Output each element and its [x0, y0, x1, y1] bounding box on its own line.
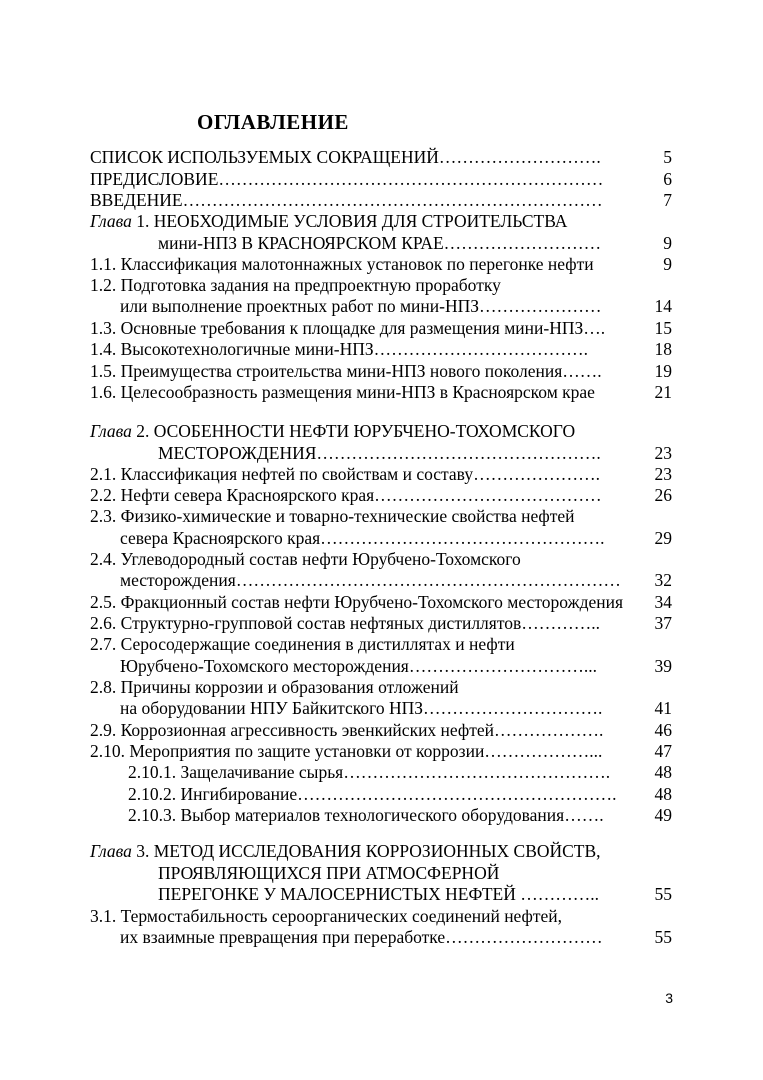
toc-entry-text: 1.5. Преимущества строительства мини-НПЗ нового поколения…….	[90, 361, 602, 381]
toc-entry-page: 34	[654, 592, 672, 612]
toc-entry-page: 48	[654, 784, 672, 804]
page-title: ОГЛАВЛЕНИЕ	[197, 110, 349, 134]
chapter-label: Глава	[90, 421, 132, 441]
toc-entry-page: 15	[654, 318, 672, 338]
toc-entry-page: 48	[654, 762, 672, 782]
toc-chapter-heading	[90, 840, 601, 862]
toc-entry-text: МЕСТОРОЖДЕНИЯ………………………………………….	[158, 443, 601, 463]
toc-entry-text: или выполнение проектных работ по мини-НПЗ…………………	[120, 296, 602, 316]
toc-entry-page: 47	[654, 741, 672, 761]
toc-entry-page: 7	[663, 190, 672, 210]
toc-entry-page: 39	[654, 656, 672, 676]
toc-entry-page: 14	[654, 296, 672, 316]
toc-entry-text: Юрубчено-Тохомского месторождения…………………………...	[120, 656, 597, 676]
toc-entry-text: ВВЕДЕНИЕ………………………………………………………………	[90, 190, 603, 210]
toc-entry-page: 46	[654, 720, 672, 740]
toc-entry-page: 5	[663, 147, 672, 167]
toc-entry-text: 3.1. Термостабильность сероорганических соединений нефтей,	[90, 906, 563, 926]
toc-entry-page: 32	[654, 570, 672, 590]
toc-entry-text: 2.8. Причины коррозии и образования отложений	[90, 677, 459, 697]
toc-entry-text: 2.1. Классификация нефтей по свойствам и составу………………….	[90, 464, 600, 484]
toc-entry-text: севера Красноярского края………………………………………….	[120, 528, 605, 548]
toc-entry-page: 37	[654, 613, 672, 633]
toc-chapter-heading	[90, 210, 567, 232]
toc-entry-text: 1.3. Основные требования к площадке для размещения мини-НПЗ….	[90, 318, 606, 338]
toc-entry-text: на оборудовании НПУ Байкитского НПЗ………………………….	[120, 698, 603, 718]
toc-entry-page: 41	[654, 698, 672, 718]
toc-entry-text: ПРЕДИСЛОВИЕ…………………………………………………………	[90, 169, 604, 189]
toc-entry-text: ПЕРЕГОНКЕ У МАЛОСЕРНИСТЫХ НЕФТЕЙ …………..	[158, 884, 599, 904]
toc-entry-text: 2.10.1. Защелачивание сырья……………………………………….	[128, 762, 611, 782]
toc-entry-page: 9	[663, 254, 672, 274]
toc-entry-text: 2.5. Фракционный состав нефти Юрубчено-Тохомского месторождения	[90, 592, 624, 612]
toc-entry-page: 26	[654, 485, 672, 505]
toc-entry-page: 19	[654, 361, 672, 381]
toc-entry-text: 2.9. Коррозионная агрессивность эвенкийских нефтей……………….	[90, 720, 604, 740]
toc-entry-text: 2.4. Углеводородный состав нефти Юрубчено-Тохомского	[90, 549, 521, 569]
toc-chapter-heading	[90, 420, 575, 442]
toc-entry-text: 2.10. Мероприятия по защите установки от коррозии………………...	[90, 741, 603, 761]
toc-entry-text: 1.6. Целесообразность размещения мини-НПЗ в Красноярском крае	[90, 382, 595, 402]
toc-entry-page: 23	[654, 443, 672, 463]
toc-entry-text: мини-НПЗ В КРАСНОЯРСКОМ КРАЕ………………………	[158, 233, 602, 253]
page-number: 3	[665, 990, 673, 1006]
toc-entry-page: 21	[654, 382, 672, 402]
toc-entry-page: 18	[654, 339, 672, 359]
toc-entry-text: 1.4. Высокотехнологичные мини-НПЗ……………………………….	[90, 339, 589, 359]
toc-entry-text: 1.2. Подготовка задания на предпроектную проработку	[90, 275, 501, 295]
toc-entry-page: 23	[654, 464, 672, 484]
toc-entry-page: 9	[663, 233, 672, 253]
toc-entry-text: 2.10.2. Ингибирование……………………………………………….	[128, 784, 617, 804]
chapter-label: Глава	[90, 841, 132, 861]
toc-entry-text: 2.2. Нефти севера Красноярского края…………………………………	[90, 485, 602, 505]
toc-entry-text: СПИСОК ИСПОЛЬЗУЕМЫХ СОКРАЩЕНИЙ……………………….	[90, 147, 601, 167]
toc-entry-page: 6	[663, 169, 672, 189]
toc-entry-text: 2.10.3. Выбор материалов технологического оборудования…….	[128, 805, 604, 825]
toc-entry-text: ПРОЯВЛЯЮЩИХСЯ ПРИ АТМОСФЕРНОЙ	[158, 863, 500, 883]
toc-entry-page: 55	[654, 927, 672, 947]
chapter-label: Глава	[90, 211, 132, 231]
chapter-title: 1. НЕОБХОДИМЫЕ УСЛОВИЯ ДЛЯ СТРОИТЕЛЬСТВА	[131, 211, 568, 231]
chapter-title: 3. МЕТОД ИССЛЕДОВАНИЯ КОРРОЗИОННЫХ СВОЙСТВ,	[131, 841, 601, 861]
toc-entry-text: 2.7. Серосодержащие соединения в дистиллятах и нефти	[90, 634, 515, 654]
toc-entry-text: их взаимные превращения при переработке………………………	[120, 927, 603, 947]
toc-entry-text: 2.3. Физико-химические и товарно-технические свойства нефтей	[90, 506, 575, 526]
toc-entry-page: 29	[654, 528, 672, 548]
toc-entry-text: месторождения…………………………………………………………	[120, 570, 621, 590]
toc-entry-page: 49	[654, 805, 672, 825]
chapter-title: 2. ОСОБЕННОСТИ НЕФТИ ЮРУБЧЕНО-ТОХОМСКОГО	[131, 421, 576, 441]
toc-entry-text: 1.1. Классификация малотоннажных установок по перегонке нефти	[90, 254, 594, 274]
toc-entry-page: 55	[654, 884, 672, 904]
toc-entry-text: 2.6. Структурно-групповой состав нефтяных дистиллятов…………..	[90, 613, 601, 633]
